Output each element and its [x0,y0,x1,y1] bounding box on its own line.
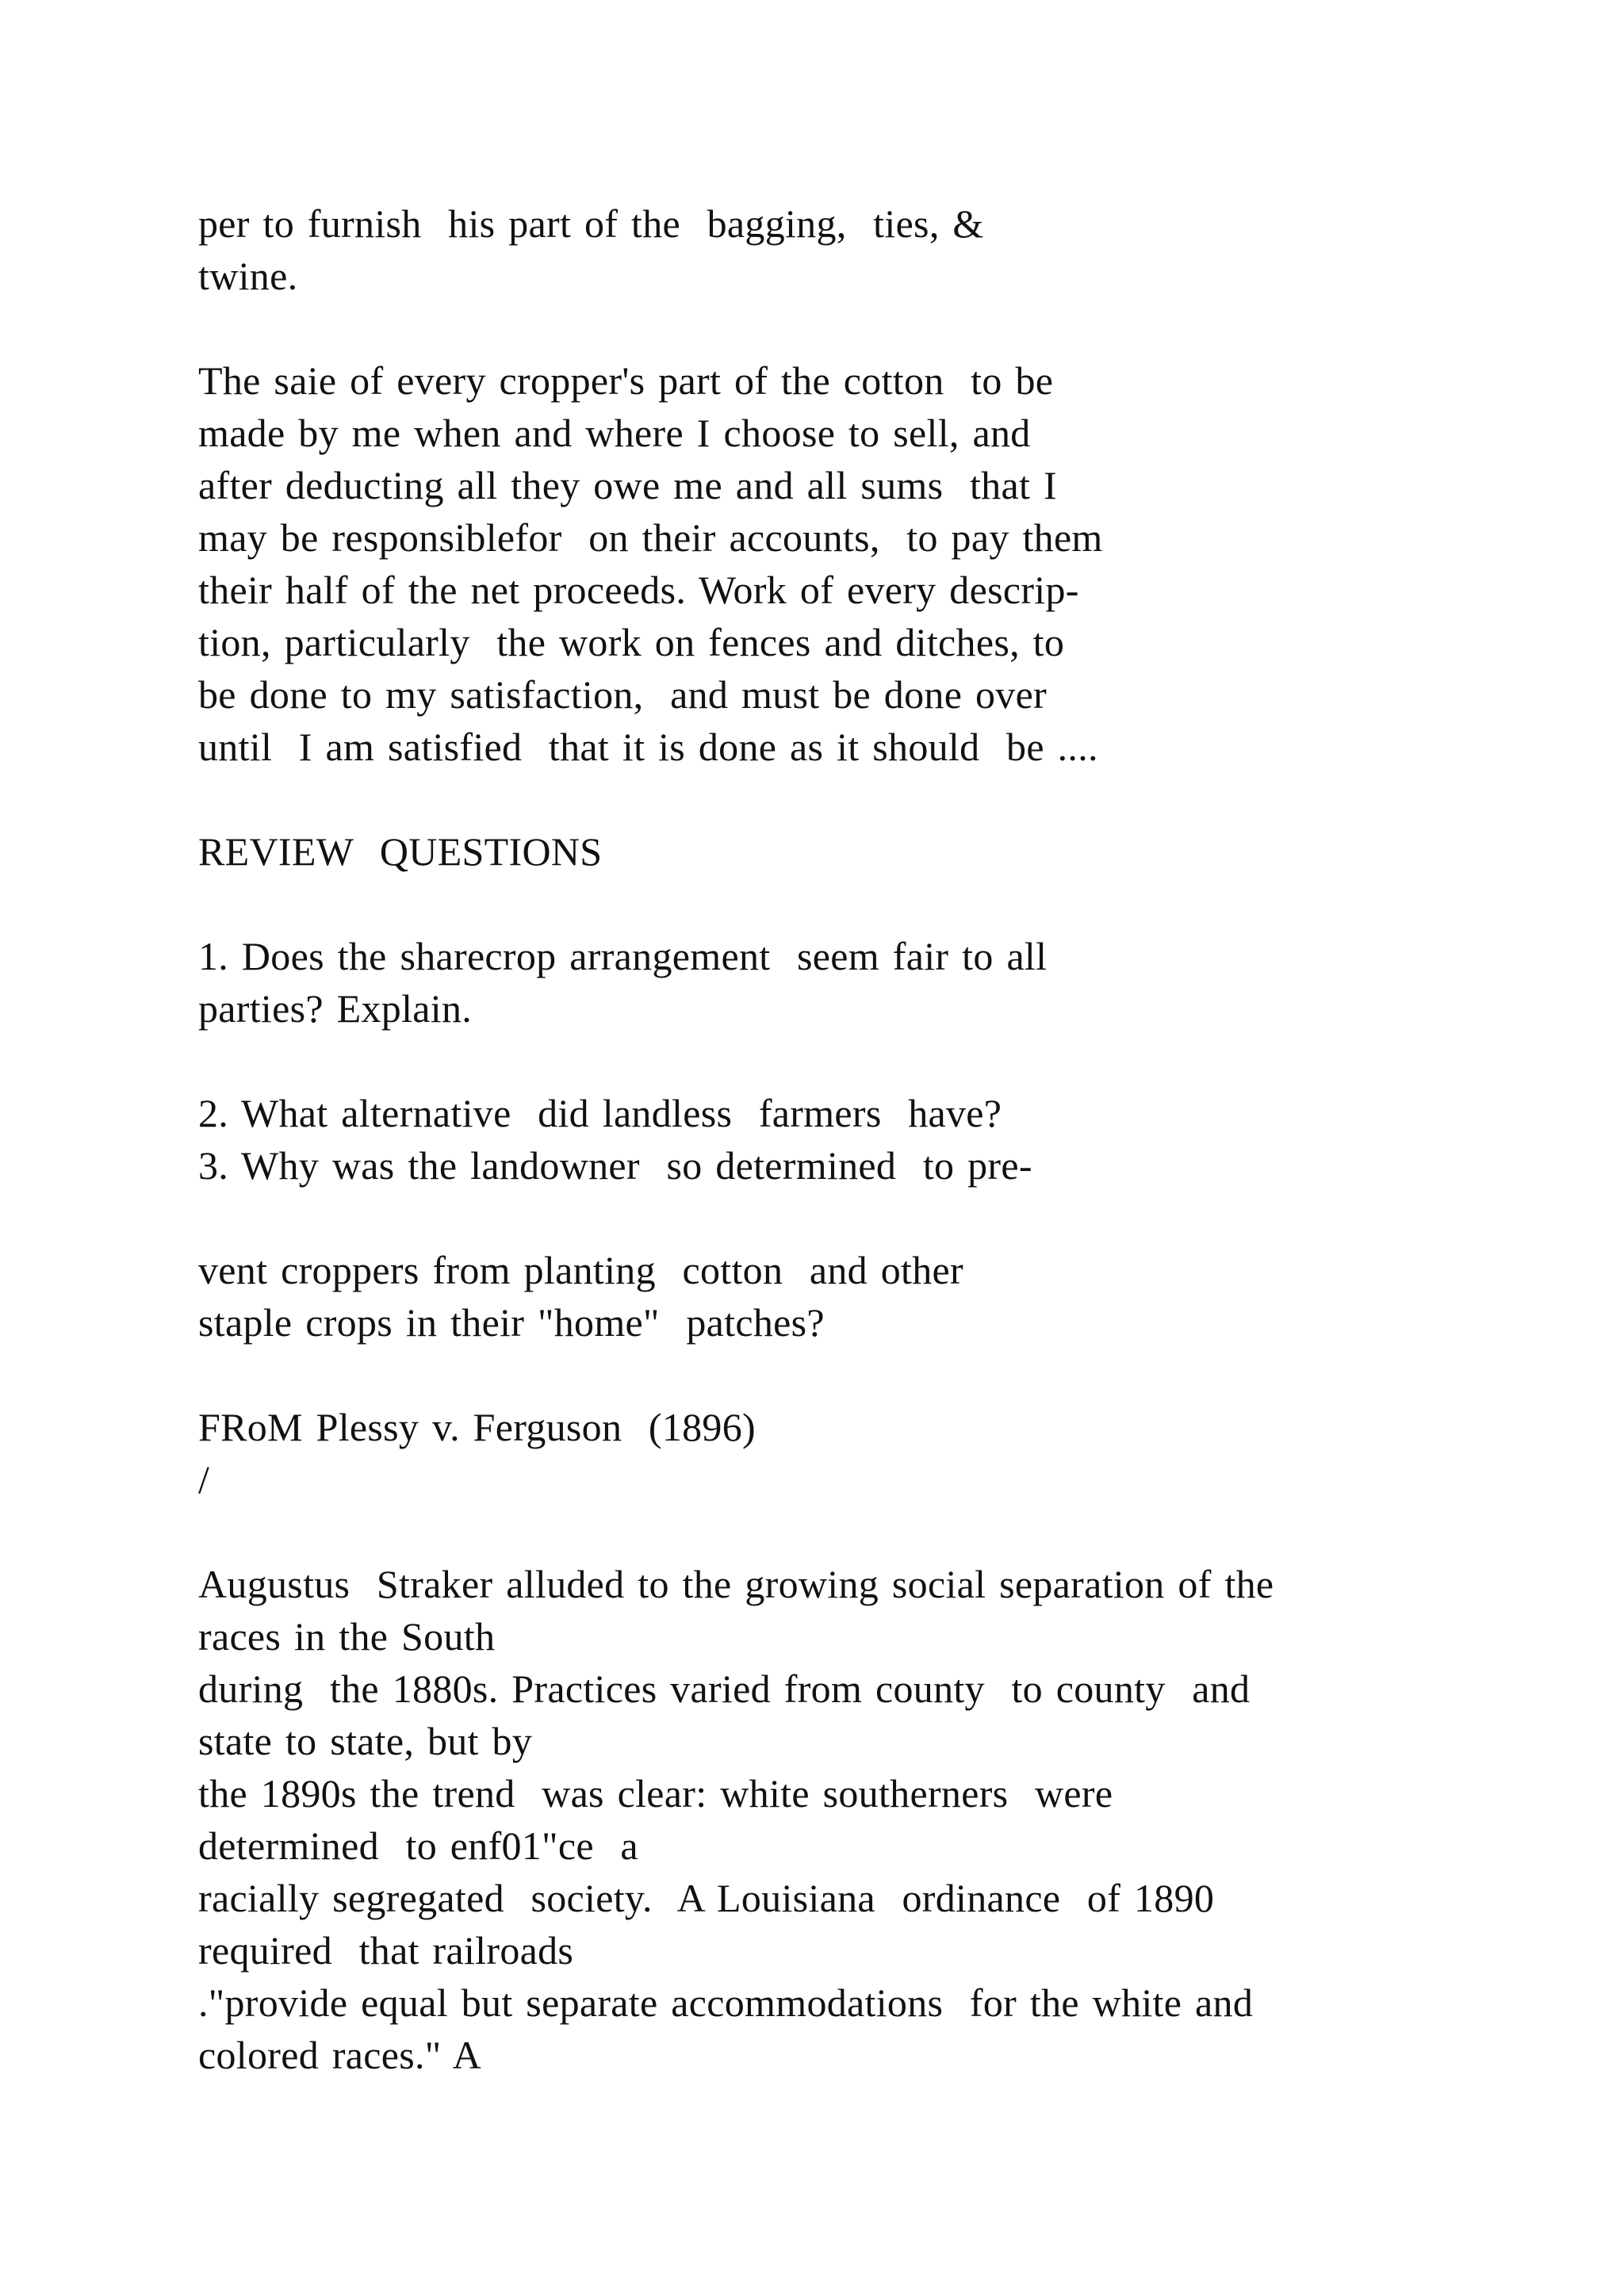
text-line: be done to my satisfaction, and must be done over [198,672,1048,717]
text-line: made by me when and where I choose to sell, and [198,411,1031,455]
section-heading: FRoM Plessy v. Ferguson (1896) [198,1405,756,1449]
text-line: racially segregated society. A Louisiana ordinance of 1890 [198,1876,1215,1920]
text-line: the 1890s the trend was clear: white southerners were [198,1771,1113,1816]
text-line: state to state, but by [198,1719,533,1763]
text-line: required that railroads [198,1928,574,1973]
text-line: Augustus Straker alluded to the growing social separation of the [198,1562,1274,1606]
text-line: may be responsiblefor on their accounts, to pay them [198,515,1103,560]
text-line: after deducting all they owe me and all sums that I [198,463,1057,507]
text-line: ."provide equal but separate accommodations for the white and [198,1980,1254,2025]
text-line: until I am satisfied that it is done as it should be .... [198,725,1098,769]
question-line: vent croppers from planting cotton and other [198,1248,963,1292]
question-line: parties? Explain. [198,986,473,1031]
question-line: 3. Why was the landowner so determined to pre- [198,1143,1032,1188]
text-line: determined to enf01"ce a [198,1823,638,1868]
question-line: 2. What alternative did landless farmers have? [198,1091,1002,1135]
text-line: / [198,1457,210,1502]
text-line: during the 1880s. Practices varied from county to county and [198,1667,1251,1711]
text-line: races in the South [198,1614,496,1659]
text-line: colored races." A [198,2033,481,2077]
text-line: twine. [198,254,298,298]
section-heading: REVIEW QUESTIONS [198,829,603,874]
text-line: their half of the net proceeds. Work of every descrip- [198,568,1079,612]
text-line: per to furnish his part of the bagging, ties, & [198,201,984,246]
text-line: The saie of every cropper's part of the cotton to be [198,358,1054,403]
text-line: tion, particularly the work on fences and ditches, to [198,620,1065,664]
question-line: 1. Does the sharecrop arrangement seem fair to all [198,934,1048,978]
question-line: staple crops in their "home" patches? [198,1300,825,1345]
